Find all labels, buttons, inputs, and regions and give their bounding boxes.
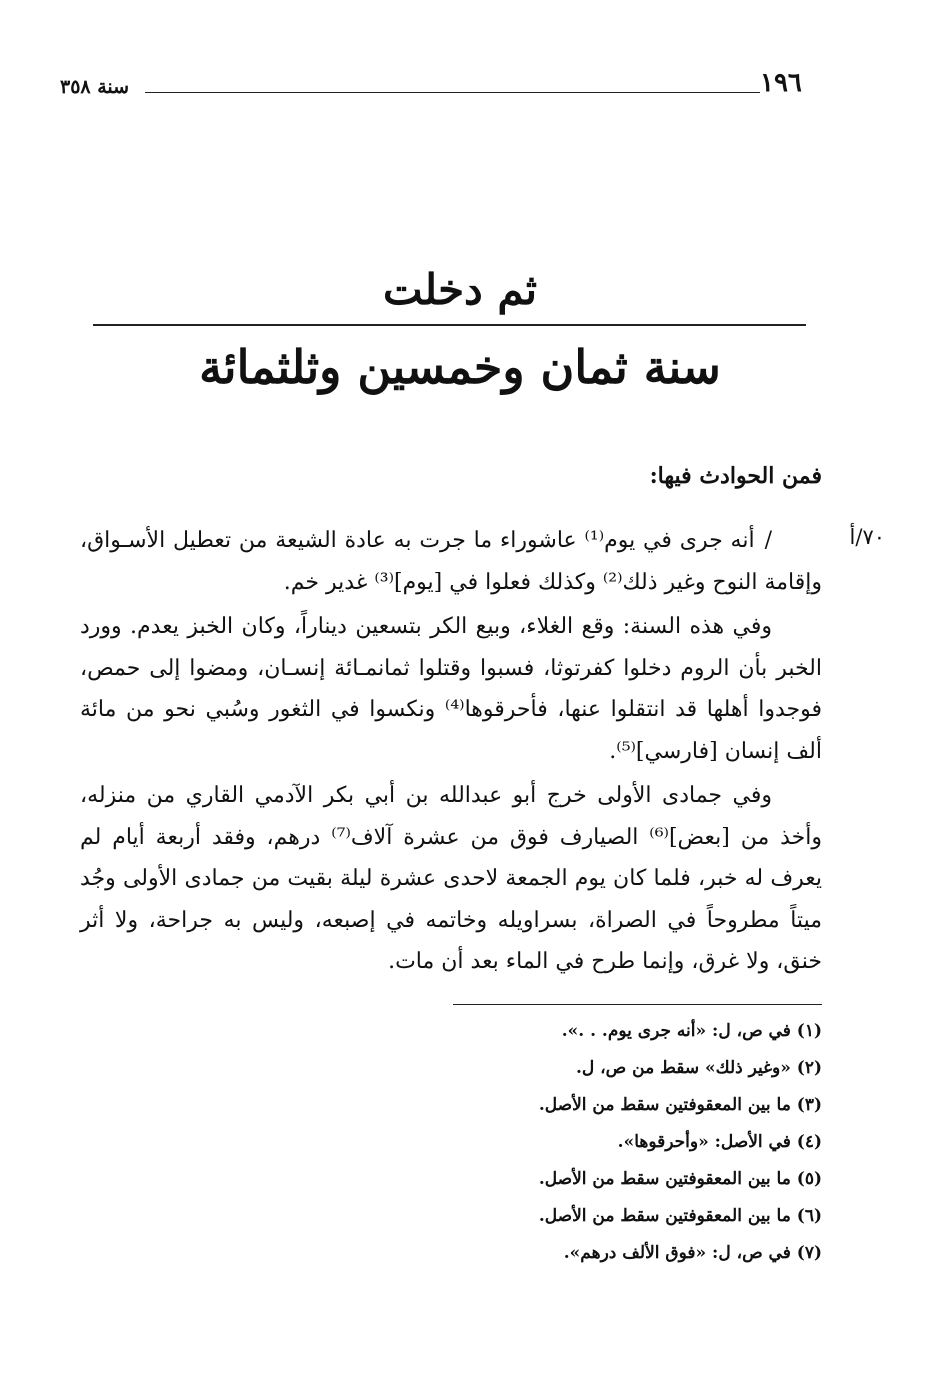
footnote: (٤) في الأصل: «وأحرقوها». <box>617 1132 822 1152</box>
paragraph <box>80 606 822 772</box>
chapter-heading-line1: ثم دخلت <box>382 265 538 314</box>
header-rule <box>145 92 760 93</box>
paragraph-text: وفي جمادى الأولى خرج أبو عبدالله بن أبي بكر الآدمي القاري من منزله، وأخذ من [بعض]⁽⁶⁾ الصيارف فوق من عشرة آلاف⁽⁷⁾ درهم، وفقد أربعة أيام لم يعرف له خبر، فلما كان يوم الجمعة لاحدى عشرة ليلة بقيت من جمادى الأولى وجُد ميتاً مطروحاً في الصراة، بسراويله وخاتمه في إصبعه، وليس به جراحة، ولا أثر خنق، ولا غرق، وإنما طرح في الماء بعد أن مات. <box>80 783 822 974</box>
footnotes <box>80 1013 822 1272</box>
events-intro: فمن الحوادث فيها: <box>649 463 822 489</box>
footnote: (٢) «وغير ذلك» سقط من ص، ل. <box>575 1058 822 1078</box>
footnote-rule <box>453 1004 822 1005</box>
body-text <box>80 520 822 986</box>
page-number: ١٩٦ <box>760 68 802 98</box>
footnote: (٥) ما بين المعقوفتين سقط من الأصل. <box>538 1169 822 1189</box>
footnote: (٦) ما بين المعقوفتين سقط من الأصل. <box>538 1206 822 1226</box>
paragraph <box>80 775 822 983</box>
heading-rule <box>93 324 806 326</box>
manuscript-folio-mark: ٧٠/أ <box>849 525 885 549</box>
folio-slash: / <box>764 528 772 553</box>
footnote: (٣) ما بين المعقوفتين سقط من الأصل. <box>538 1095 822 1115</box>
paragraph <box>80 520 822 603</box>
footnote: (١) في ص، ل: «أنه جرى يوم. . .». <box>561 1021 822 1041</box>
paragraph-text: وفي هذه السنة: وقع الغلاء، وبيع الكر بتسعين ديناراً، وكان الخبز يعدم. وورد الخبر بأن الروم دخلوا كفرتوثا، فسبوا وقتلوا ثمانمـائة إنسـان، ومضوا إلى حمص، فوجدوا أهلها قد انتقلوا عنها، فأحرقوها⁽⁴⁾ ونكسوا في الثغور وسُبي نحو من مائة ألف إنسان [فارسي]⁽⁵⁾. <box>80 614 822 764</box>
running-header-year: سنة ٣٥٨ <box>60 76 130 98</box>
footnote: (٧) في ص، ل: «فوق الألف درهم». <box>563 1243 822 1263</box>
chapter-heading-line2: سنة ثمان وخمسين وثلثمائة <box>199 340 721 394</box>
paragraph-text: أنه جرى في يوم⁽¹⁾ عاشوراء ما جرت به عادة الشيعة من تعطيل الأسـواق، وإقامة النوح وغير ذلك⁽²⁾ وكذلك فعلوا في [يوم]⁽³⁾ غدير خم. <box>80 528 822 595</box>
